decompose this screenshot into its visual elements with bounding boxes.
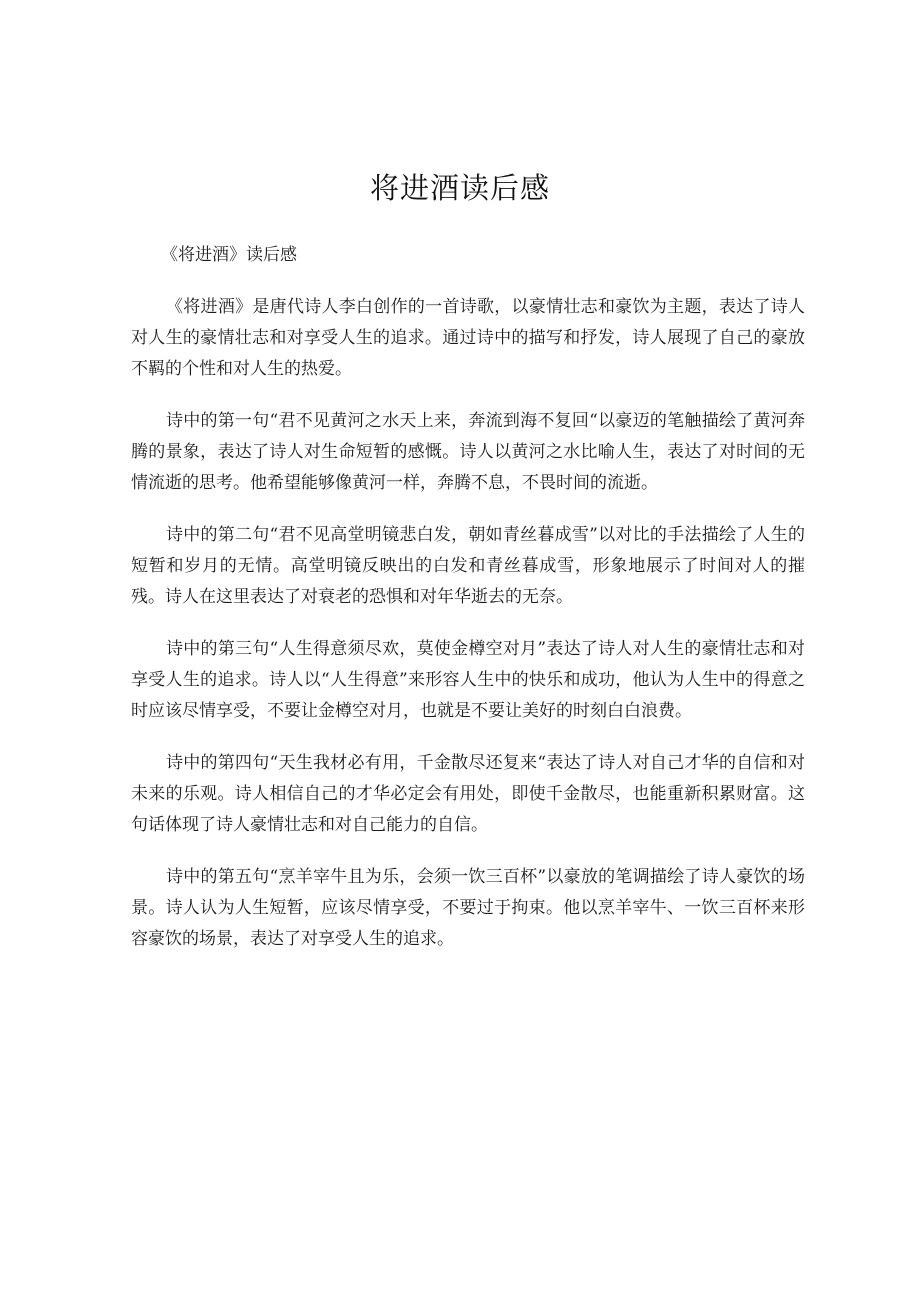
paragraph-1: 《将进酒》是唐代诗人李白创作的一首诗歌，以豪情壮志和豪饮为主题，表达了诗人对人生的豪情壮志和对享受人生的追求。通过诗中的描写和抒发，诗人展现了自己的豪放不羁的个性和对人生的热爱。 [131,297,805,379]
paragraph-2: 诗中的第一句“君不见黄河之水天上来，奔流到海不复回“以豪迈的笔触描绘了黄河奔腾的景象，表达了诗人对生命短暂的感慨。诗人以黄河之水比喻人生，表达了对时间的无情流逝的思考。他希望能够像黄河一样，奔腾不息，不畏时间的流逝。 [131,411,805,493]
document-subtitle: 《将进酒》读后感 [161,245,297,265]
paragraph-5: 诗中的第四句“天生我材必有用，千金散尽还复来“表达了诗人对自己才华的自信和对未来的乐观。诗人相信自己的才华必定会有用处，即使千金散尽，也能重新积累财富。这句话体现了诗人豪情壮志和对自己能力的自信。 [131,753,805,835]
paragraph-6: 诗中的第五句“烹羊宰牛且为乐，会须一饮三百杯”以豪放的笔调描绘了诗人豪饮的场景。诗人认为人生短暂，应该尽情享受，不要过于拘束。他以烹羊宰牛、一饮三百杯来形容豪饮的场景，表达了对享受人生的追求。 [131,867,805,949]
document-title: 将进酒读后感 [369,171,550,205]
paragraph-3: 诗中的第二句“君不见高堂明镜悲白发，朝如青丝暮成雪”以对比的手法描绘了人生的短暂和岁月的无情。高堂明镜反映出的白发和青丝暮成雪，形象地展示了时间对人的摧残。诗人在这里表达了对衰老的恐惧和对年华逝去的无奈。 [131,525,805,607]
paragraph-4: 诗中的第三句“人生得意须尽欢，莫使金樽空对月”表达了诗人对人生的豪情壮志和对享受人生的追求。诗人以“人生得意”来形容人生中的快乐和成功，他认为人生中的得意之时应该尽情享受，不要让金樽空对月，也就是不要让美好的时刻白白浪费。 [131,639,805,721]
document-body [131,240,805,976]
